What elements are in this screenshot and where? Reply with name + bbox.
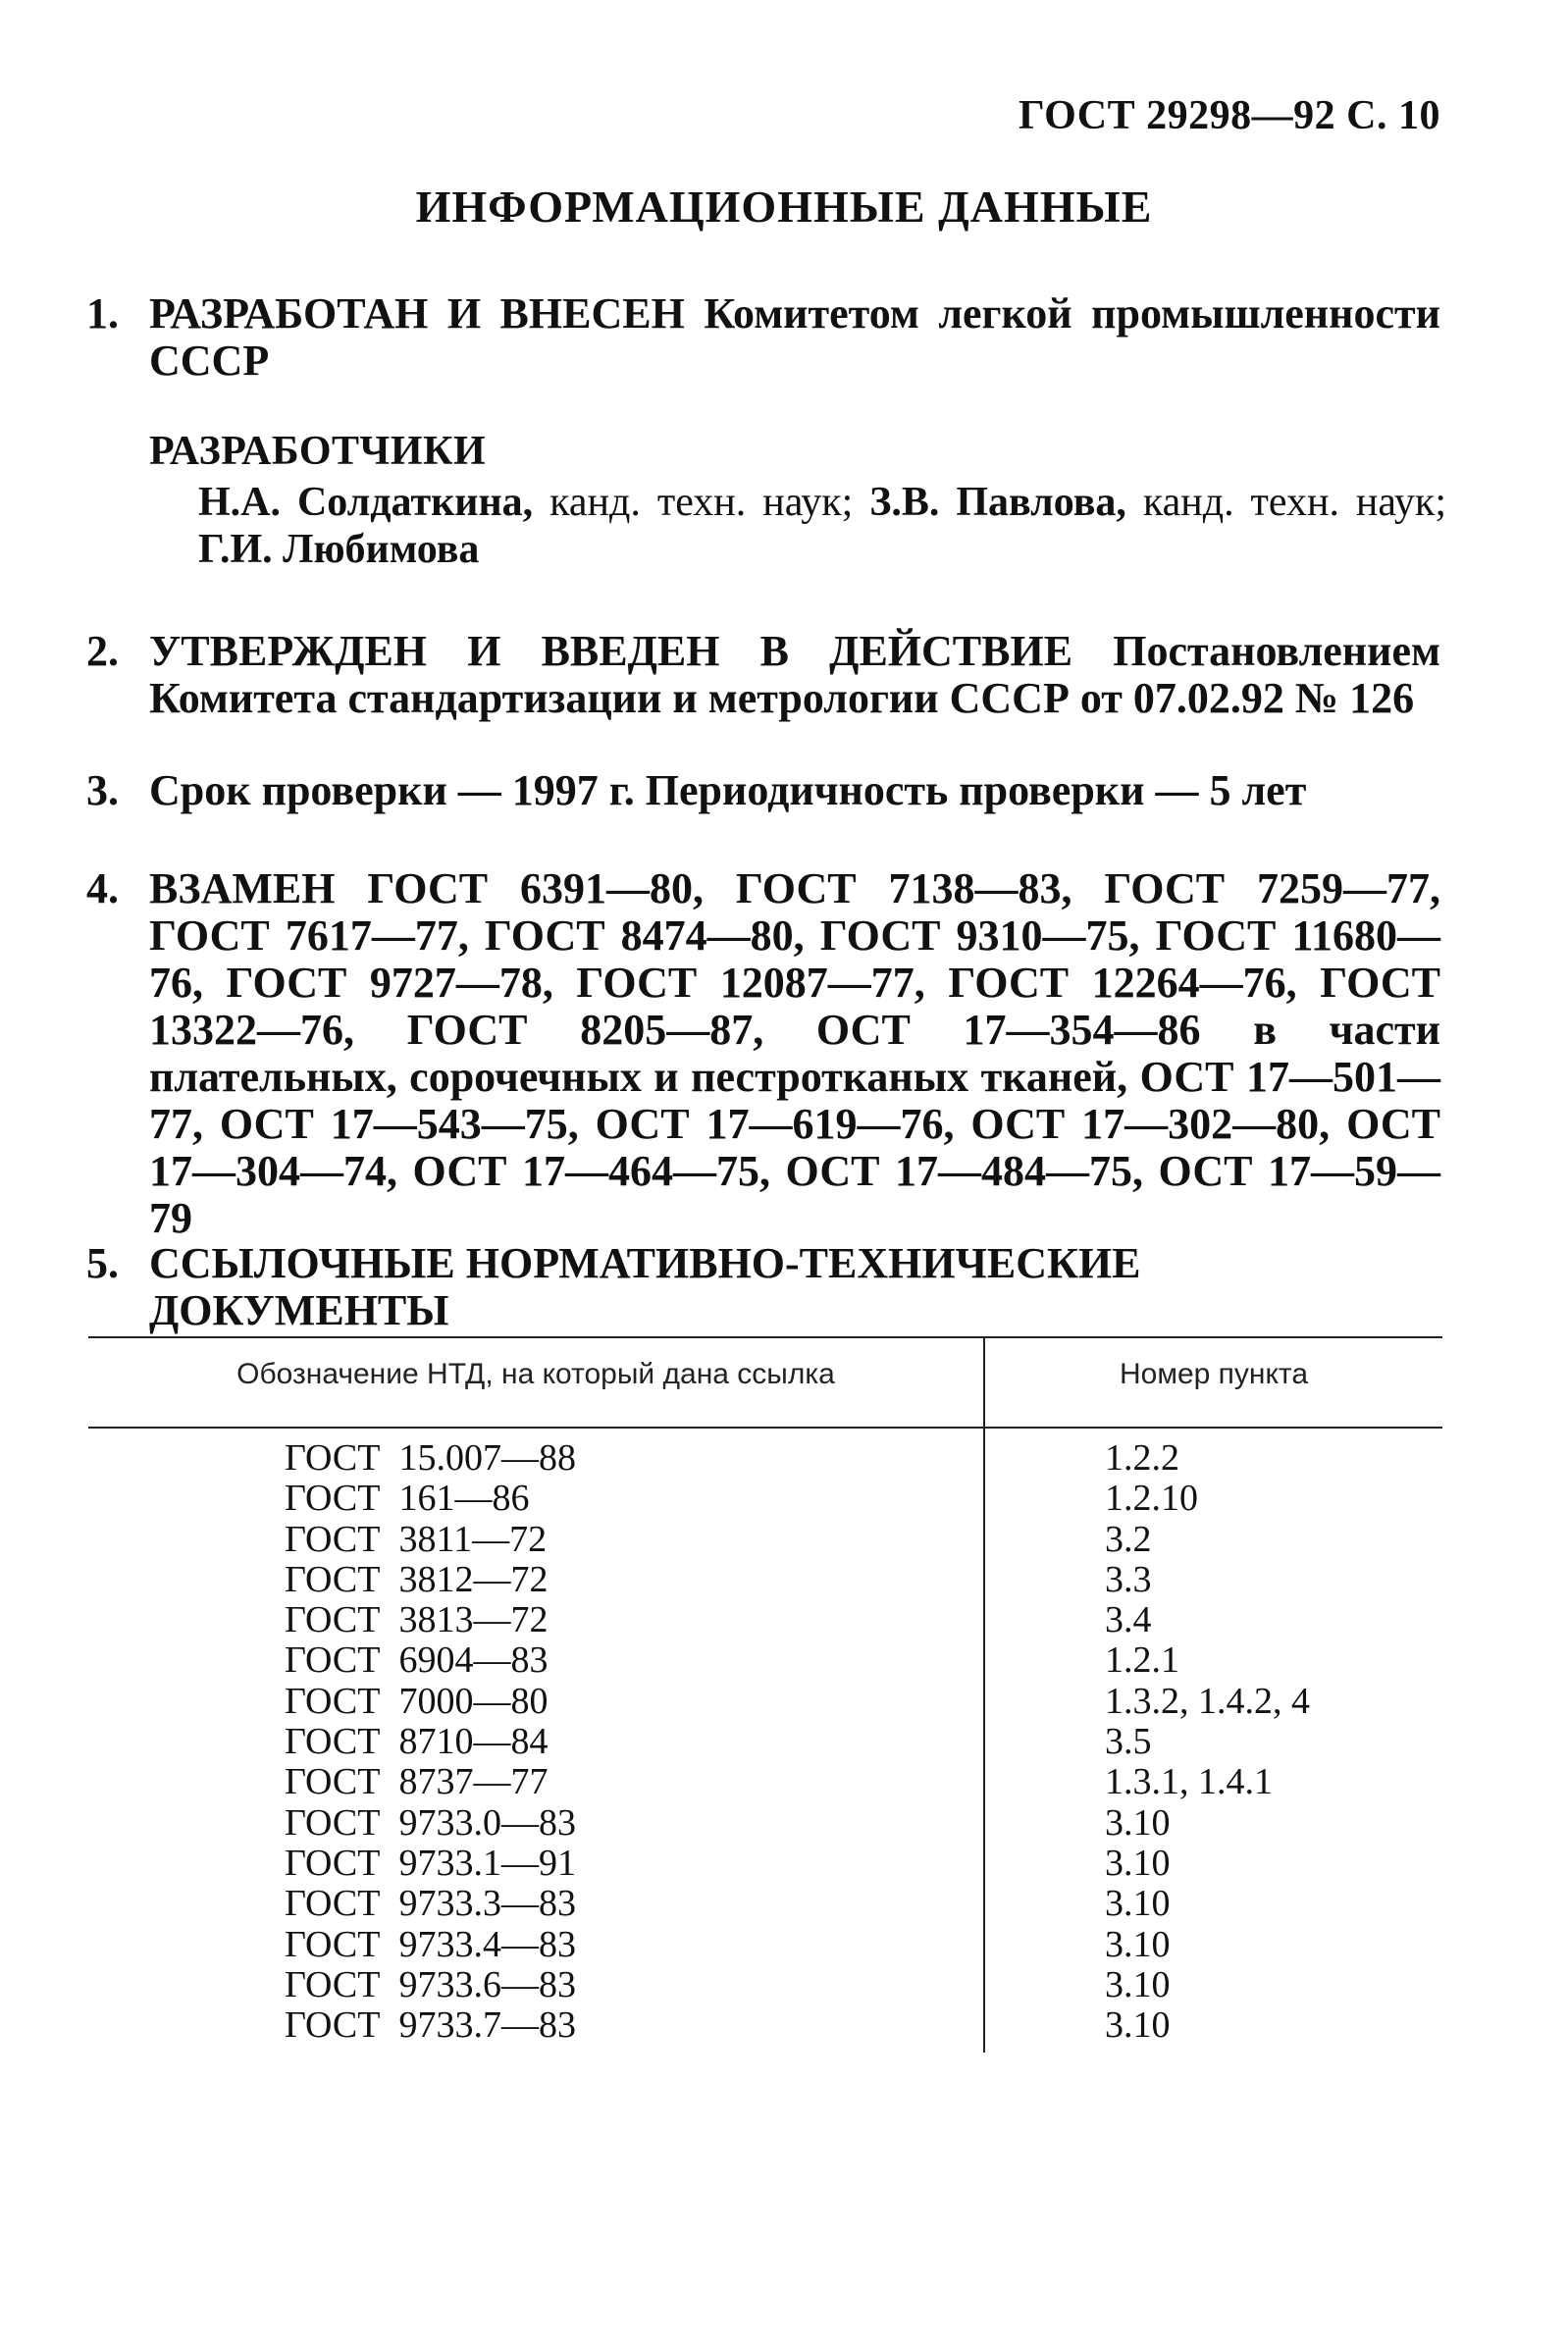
developers-list: [198, 479, 1446, 573]
developer-degree: канд. техн. наук;: [1142, 480, 1446, 525]
item-3: [86, 767, 1440, 814]
table-row: [88, 2005, 1442, 2046]
clause-cell: 3.4: [1105, 1599, 1152, 1641]
doc-cell: ГОСТ 9733.1—91: [285, 1842, 576, 1884]
item-4-text: ВЗАМЕН ГОСТ 6391—80, ГОСТ 7138—83, ГОСТ 7259—77, ГОСТ 7617—77, ГОСТ 8474—80, ГОСТ 9310—75, ГОСТ 11680—76, ГОСТ 9727—78, ГОСТ 12087—77, ГОСТ 12264—76, ГОСТ 13322—76, ГОСТ 8205—87, ОСТ 17—354—86 в части плательных, сорочечных и пестротканых тканей, ОСТ 17—501—77, ОСТ 17—543—75, ОСТ 17—619—76, ОСТ 17—302—80, ОСТ 17—304—74, ОСТ 17—464—75, ОСТ 17—484—75, ОСТ 17—59—79: [149, 864, 1440, 1242]
table-row: [88, 1438, 1442, 1479]
clause-cell: 1.2.10: [1105, 1478, 1198, 1520]
doc-cell: ГОСТ 7000—80: [285, 1680, 549, 1722]
doc-cell: ГОСТ 8737—77: [285, 1761, 549, 1803]
clause-cell: 3.10: [1105, 1842, 1171, 1884]
item-4: [86, 865, 1440, 1242]
item-5-text: ССЫЛОЧНЫЕ НОРМАТИВНО-ТЕХНИЧЕСКИЕ ДОКУМЕНТЫ: [149, 1239, 1141, 1334]
developer-name: Г.И. Любимова: [198, 527, 480, 572]
table-header-clause: Номер пункта: [1119, 1358, 1309, 1390]
table-row: [88, 1925, 1442, 1965]
doc-cell: ГОСТ 3812—72: [285, 1558, 549, 1600]
table-header-document: Обозначение НТД, на который дана ссылка: [236, 1358, 835, 1390]
doc-cell: ГОСТ 3813—72: [285, 1599, 549, 1641]
item-2-body: [149, 628, 1440, 722]
developer-degree: канд. техн. наук;: [549, 480, 854, 525]
doc-cell: ГОСТ 8710—84: [285, 1721, 549, 1763]
doc-cell: ГОСТ 9733.6—83: [285, 1963, 576, 2005]
clause-cell: 1.2.2: [1105, 1437, 1179, 1479]
developer-name: Н.А. Солдаткина,: [198, 480, 534, 525]
item-1: [86, 290, 1440, 385]
clause-cell: 1.2.1: [1105, 1639, 1179, 1682]
clause-cell: 3.10: [1105, 2004, 1171, 2047]
table-row: [88, 1965, 1442, 2005]
developers-heading: РАЗРАБОТЧИКИ: [149, 429, 487, 474]
clause-cell: 3.10: [1105, 1801, 1171, 1844]
table-header-rule: [88, 1427, 1442, 1429]
clause-cell: 3.10: [1105, 1963, 1171, 2005]
item-5: [86, 1240, 1440, 1334]
item-number: 4.: [86, 864, 119, 912]
clause-cell: 3.5: [1105, 1721, 1152, 1763]
developer-name: З.В. Павлова,: [869, 480, 1126, 525]
table-row: [88, 1884, 1442, 1924]
clause-cell: 1.3.2, 1.4.2, 4: [1105, 1680, 1310, 1722]
clause-cell: 3.3: [1105, 1558, 1152, 1600]
item-number: 3.: [86, 766, 119, 814]
doc-cell: ГОСТ 15.007—88: [285, 1437, 576, 1479]
doc-cell: ГОСТ 9733.7—83: [285, 2004, 576, 2047]
table-row: [88, 1560, 1442, 1600]
item-1-body: [149, 290, 1440, 385]
doc-cell: ГОСТ 161—86: [285, 1478, 530, 1520]
table-row: [88, 1722, 1442, 1762]
clause-cell: 3.10: [1105, 1883, 1171, 1925]
table-row: [88, 1762, 1442, 1802]
table-top-rule: [88, 1336, 1442, 1338]
table-body: [88, 1438, 1442, 2046]
doc-cell: ГОСТ 3811—72: [285, 1518, 548, 1560]
item-3-text: Срок проверки — 1997 г. Периодичность проверки — 5 лет: [149, 766, 1307, 814]
doc-cell: ГОСТ 9733.3—83: [285, 1883, 576, 1925]
doc-cell: ГОСТ 9733.0—83: [285, 1801, 576, 1844]
clause-cell: 3.2: [1105, 1518, 1152, 1560]
item-number: 5.: [86, 1239, 119, 1287]
doc-cell: ГОСТ 9733.4—83: [285, 1923, 576, 1965]
item-number: 2.: [86, 627, 119, 675]
page-header: ГОСТ 29298—92 С. 10: [1018, 93, 1440, 138]
table-row: [88, 1640, 1442, 1681]
item-2-caps: УТВЕРЖДЕН И ВВЕДЕН В ДЕЙСТВИЕ: [149, 627, 1073, 675]
table-row: [88, 1479, 1442, 1519]
item-2-text: Постановлением Комитета стандартизации и метрологии СССР от 07.02.92 № 126: [149, 627, 1441, 722]
page-title: ИНФОРМАЦИОННЫЕ ДАННЫЕ: [415, 182, 1153, 232]
item-number: 1.: [86, 289, 119, 338]
clause-cell: 1.3.1, 1.4.1: [1105, 1761, 1273, 1803]
item-1-text: Комитетом легкой промышленности СССР: [149, 289, 1441, 385]
item-2: [86, 628, 1440, 722]
table-row: [88, 1844, 1442, 1884]
table-row: [88, 1600, 1442, 1640]
clause-cell: 3.10: [1105, 1923, 1171, 1965]
doc-cell: ГОСТ 6904—83: [285, 1639, 549, 1682]
item-1-caps: РАЗРАБОТАН И ВНЕСЕН: [149, 289, 685, 338]
table-row: [88, 1520, 1442, 1560]
table-row: [88, 1803, 1442, 1844]
table-row: [88, 1682, 1442, 1722]
